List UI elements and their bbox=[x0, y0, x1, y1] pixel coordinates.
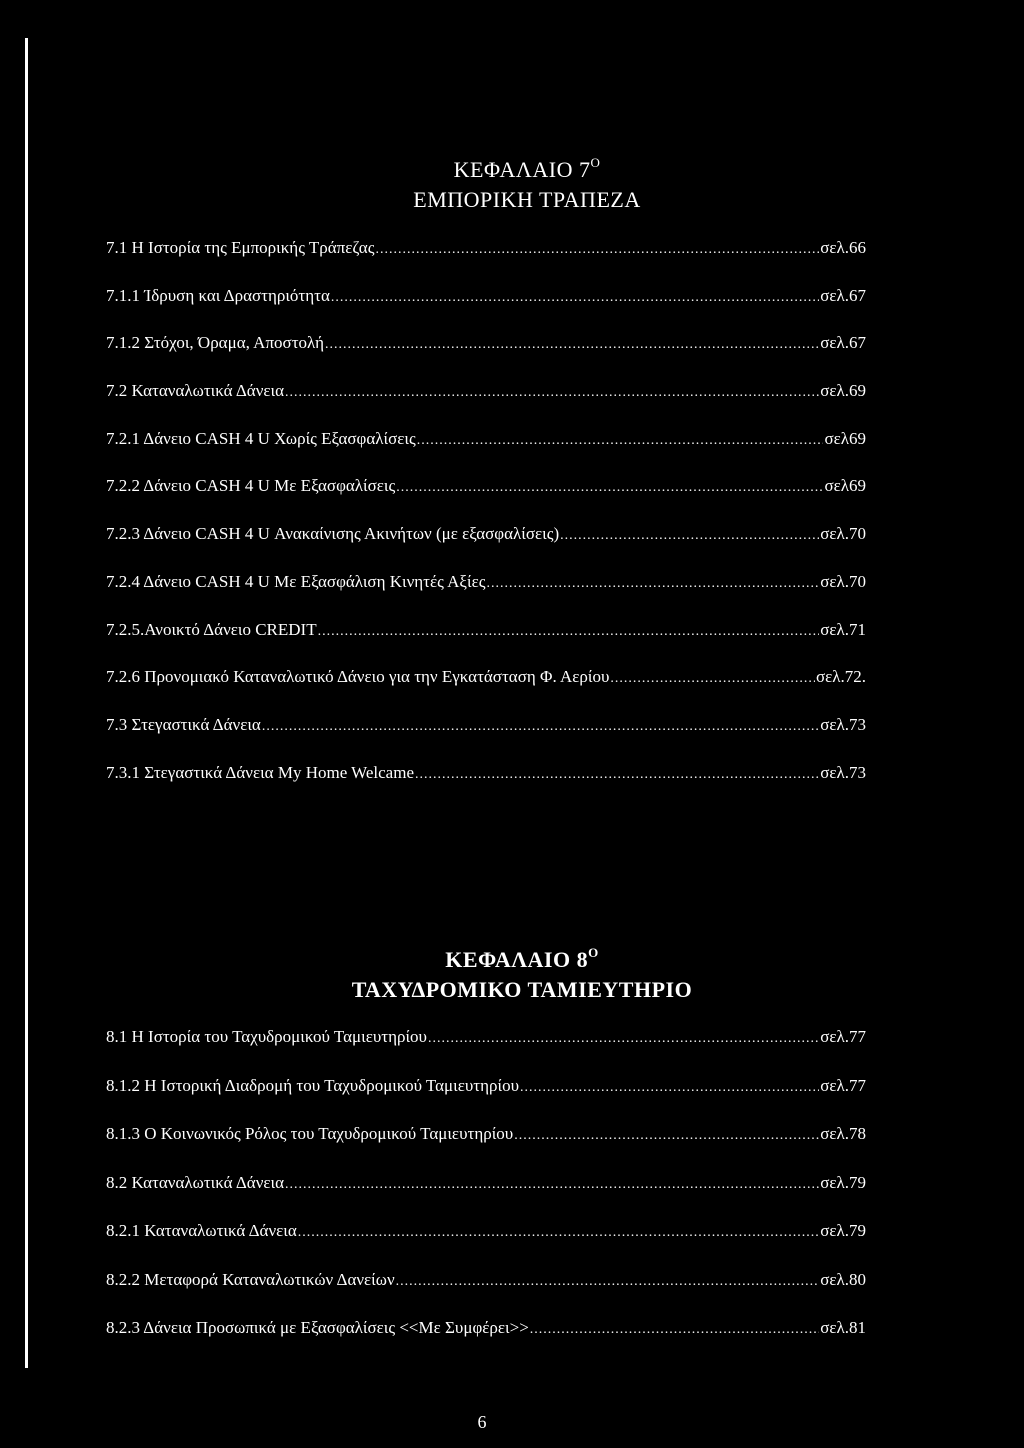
toc-entry bbox=[106, 1316, 866, 1365]
toc-dot-leader bbox=[262, 715, 819, 739]
toc-dot-leader bbox=[375, 238, 819, 262]
chapter-7-heading bbox=[0, 148, 1024, 215]
toc-entry-page: σελ.79 bbox=[820, 1172, 866, 1192]
toc-entry-page: σελ.77 bbox=[820, 1075, 866, 1095]
toc-entry-title: 7.1.1 Ίδρυση και Δραστηριότητα bbox=[106, 285, 330, 305]
toc-entry-page: σελ69 bbox=[824, 428, 866, 448]
toc-entry-title: 8.2.1 Καταναλωτικά Δάνεια bbox=[106, 1221, 297, 1240]
toc-entry-page: σελ69 bbox=[824, 476, 866, 496]
toc-entry bbox=[106, 284, 866, 332]
toc-entry-page: σελ.80 bbox=[820, 1269, 866, 1289]
toc-dot-leader bbox=[417, 429, 824, 453]
chapter-7-title: ΚΕΦΑΛΑΙΟ $7^O$ bbox=[453, 155, 601, 182]
chapter-8-heading bbox=[0, 938, 1024, 1005]
toc-dot-leader bbox=[298, 1221, 819, 1245]
toc-entry bbox=[106, 331, 866, 379]
toc-entry bbox=[106, 618, 866, 666]
toc-entry-title: 7.2.4 Δάνειο CASH 4 U Με Εξασφάλιση Κινητές Αξίες bbox=[106, 571, 486, 591]
toc-entry-title: 8.1.2 Η Ιστορική Διαδρομή του Ταχυδρομικού Ταμιευτηρίου bbox=[106, 1075, 519, 1095]
toc-dot-leader bbox=[520, 1076, 819, 1100]
toc-entry bbox=[106, 713, 866, 761]
toc-dot-leader bbox=[428, 1027, 819, 1051]
toc-entry bbox=[106, 1074, 866, 1123]
toc-entry bbox=[106, 1025, 866, 1074]
toc-dot-leader bbox=[285, 1173, 819, 1197]
toc-entry-page: σελ.73 bbox=[820, 714, 866, 734]
toc-entry bbox=[106, 236, 866, 284]
toc-entry-title: 8.1.3 Ο Κοινωνικός Ρόλος του Ταχυδρομικού Ταμιευτηρίου bbox=[106, 1124, 514, 1143]
toc-entry-page: σελ.70 bbox=[820, 571, 866, 591]
toc-entry-page: σελ.71 bbox=[820, 619, 866, 639]
chapter-7-superscript: Ο bbox=[590, 155, 601, 170]
chapter-8-subtitle: ΤΑΧΥΔΡΟΜΙΚΟ ΤΑΜΙΕΥΤΗΡΙΟ bbox=[351, 977, 693, 1002]
toc-entry bbox=[106, 1268, 866, 1317]
toc-entry-title: 7.2 Καταναλωτικά Δάνεια bbox=[106, 381, 285, 401]
toc-entry-page: σελ.73 bbox=[820, 762, 866, 782]
toc-dot-leader bbox=[514, 1124, 819, 1148]
toc-entry-page: σελ.69 bbox=[820, 381, 866, 401]
toc-entry-title: 7.1.2 Στόχοι, Όραμα, Αποστολή bbox=[106, 333, 325, 353]
toc-dot-leader bbox=[325, 333, 819, 357]
toc-entry-page: σελ.77 bbox=[820, 1027, 866, 1046]
chapter-8-superscript: Ο bbox=[588, 945, 599, 960]
toc-dot-leader bbox=[610, 667, 815, 691]
toc-entry bbox=[106, 1219, 866, 1268]
toc-entry-title: 7.2.2 Δάνειο CASH 4 U Με Εξασφαλίσεις bbox=[106, 476, 396, 496]
toc-dot-leader bbox=[396, 1270, 820, 1294]
toc-entry bbox=[106, 522, 866, 570]
chapter-7-toc bbox=[106, 236, 866, 808]
toc-dot-leader bbox=[331, 286, 819, 310]
toc-entry-title: 7.2.6 Προνομιακό Καταναλωτικό Δάνειο για την Εγκατάσταση Φ. Αερίου bbox=[106, 667, 610, 687]
toc-entry-page: σελ.67 bbox=[820, 333, 866, 353]
toc-entry-title: 7.2.3 Δάνειο CASH 4 U Ανακαίνισης Ακινήτων (με εξασφαλίσεις) bbox=[106, 524, 560, 544]
toc-entry-page: σελ.81 bbox=[820, 1318, 866, 1337]
toc-entry bbox=[106, 379, 866, 427]
toc-entry-title: 8.2.2 Μεταφορά Καταναλωτικών Δανείων bbox=[106, 1269, 395, 1289]
toc-dot-leader bbox=[415, 763, 819, 787]
toc-entry-title: 7.1 Η Ιστορία της Εμπορικής Τράπεζας bbox=[106, 238, 375, 257]
toc-entry-title: 7.3 Στεγαστικά Δάνεια bbox=[106, 714, 261, 734]
toc-entry bbox=[106, 1122, 866, 1171]
toc-dot-leader bbox=[486, 572, 819, 596]
toc-entry-title: 8.2 Καταναλωτικά Δάνεια bbox=[106, 1172, 285, 1192]
toc-entry bbox=[106, 570, 866, 618]
toc-entry bbox=[106, 1171, 866, 1220]
toc-dot-leader bbox=[396, 476, 823, 500]
toc-entry bbox=[106, 427, 866, 475]
toc-dot-leader bbox=[318, 620, 820, 644]
toc-entry-page: σελ.66 bbox=[820, 238, 866, 257]
toc-entry-title: 7.3.1 Στεγαστικά Δάνεια My Home Welcame bbox=[106, 762, 414, 782]
toc-entry bbox=[106, 665, 866, 713]
toc-entry-title: 8.2.3 Δάνεια Προσωπικά με Εξασφαλίσεις <<Με Συμφέρει>> bbox=[106, 1318, 529, 1337]
toc-entry bbox=[106, 474, 866, 522]
chapter-7-subtitle: ΕΜΠΟΡΙΚΗ ΤΡΑΠΕΖΑ bbox=[413, 187, 641, 212]
toc-entry-page: σελ.79 bbox=[820, 1221, 866, 1240]
toc-dot-leader bbox=[285, 381, 819, 405]
toc-entry bbox=[106, 761, 866, 809]
toc-entry-title: 7.2.1 Δάνειο CASH 4 U Χωρίς Εξασφαλίσεις bbox=[106, 428, 416, 448]
toc-entry-page: σελ.67 bbox=[820, 285, 866, 305]
page-number: 6 bbox=[477, 1412, 487, 1432]
toc-dot-leader bbox=[530, 1318, 819, 1342]
chapter-8-toc bbox=[106, 1025, 866, 1365]
toc-entry-title: 7.2.5.Ανοικτό Δάνειο CREDIT bbox=[106, 619, 317, 639]
toc-entry-page: σελ.70 bbox=[820, 524, 866, 544]
toc-entry-page: σελ.78 bbox=[820, 1124, 866, 1143]
toc-dot-leader bbox=[560, 524, 819, 548]
toc-entry-page: σελ.72. bbox=[815, 667, 866, 687]
chapter-8-title: ΚΕΦΑΛΑΙΟ $8^O$ bbox=[445, 945, 599, 972]
toc-entry-title: 8.1 Η Ιστορία του Ταχυδρομικού Ταμιευτηρίου bbox=[106, 1027, 427, 1046]
